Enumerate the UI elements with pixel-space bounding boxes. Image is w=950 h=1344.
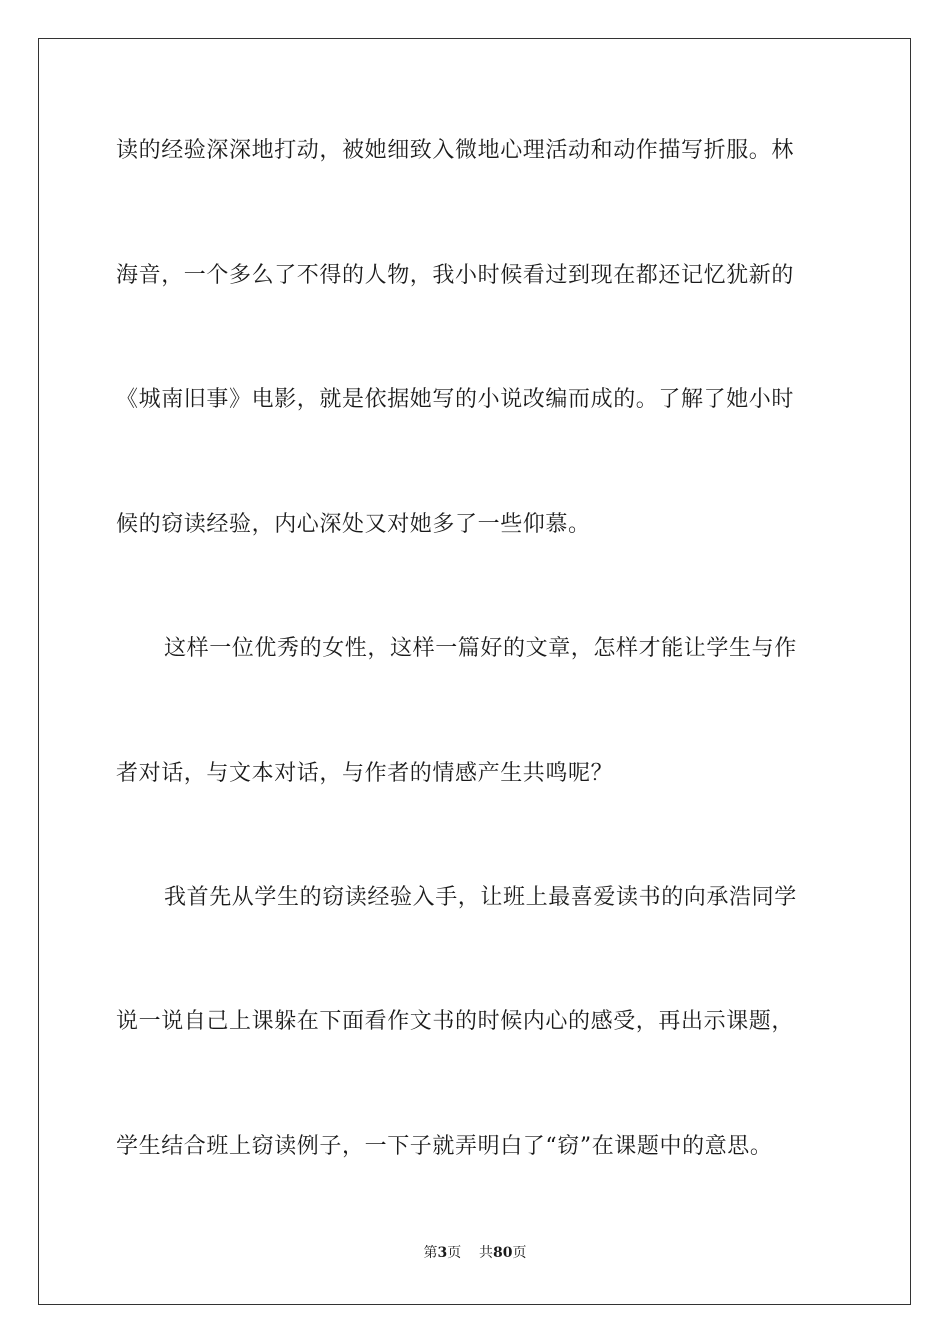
paragraph-3-line-3: 学生结合班上窃读例子，一下子就弄明白了“窃”在课题中的意思。 (116, 1134, 773, 1159)
footer-total-pages: 80 (493, 1245, 513, 1261)
footer-total-prefix: 共 (479, 1245, 494, 1261)
page-border (38, 38, 911, 1305)
text-line-3: 《城南旧事》电影，就是依据她写的小说改编而成的。了解了她小时 (116, 387, 795, 412)
paragraph-2-line-1: 这样一位优秀的女性，这样一篇好的文章，怎样才能让学生与作 (164, 636, 797, 661)
text-line-2: 海音，一个多么了不得的人物，我小时候看过到现在都还记忆犹新的 (116, 263, 795, 288)
paragraph-2-line-2: 者对话，与文本对话，与作者的情感产生共鸣呢？ (116, 761, 614, 786)
footer-page-number: 3 (437, 1245, 448, 1261)
footer-page-prefix: 第 (423, 1245, 438, 1261)
text-line-4: 候的窃读经验，内心深处又对她多了一些仰慕。 (116, 512, 591, 537)
footer-page-suffix: 页 (447, 1245, 462, 1261)
page-footer (0, 1244, 950, 1262)
text-line-1: 读的经验深深地打动，被她细致入微地心理活动和动作描写折服。林 (116, 138, 795, 163)
paragraph-3-line-2: 说一说自己上课躲在下面看作文书的时候内心的感受，再出示课题， (116, 1009, 795, 1034)
paragraph-3-line-1: 我首先从学生的窃读经验入手，让班上最喜爱读书的向承浩同学 (164, 885, 797, 910)
footer-total-suffix: 页 (512, 1245, 527, 1261)
